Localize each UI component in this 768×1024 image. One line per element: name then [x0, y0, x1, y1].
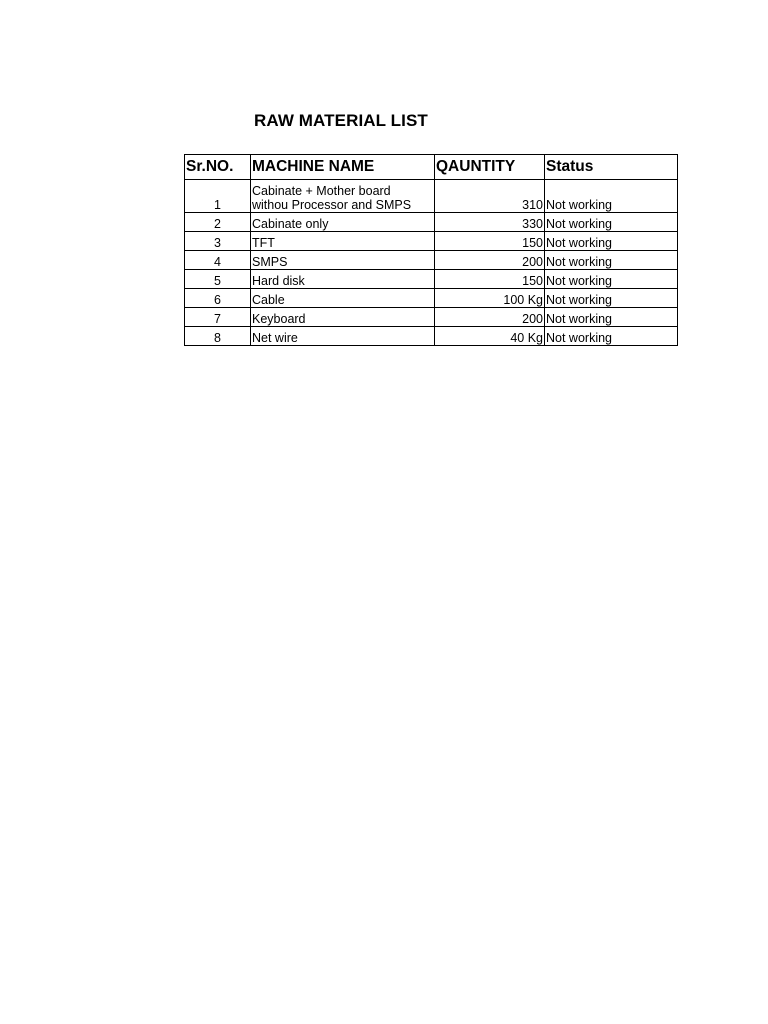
sr-no-cell: 5 — [185, 270, 251, 289]
status-cell: Not working — [545, 180, 678, 213]
sr-no-cell: 1 — [185, 180, 251, 213]
header-status: Status — [545, 155, 678, 180]
sr-no-cell: 7 — [185, 308, 251, 327]
page-title: RAW MATERIAL LIST — [254, 111, 428, 130]
status-cell: Not working — [545, 213, 678, 232]
machine-name-cell: Cabinate only — [251, 213, 435, 232]
status-cell: Not working — [545, 251, 678, 270]
sr-no-cell: 2 — [185, 213, 251, 232]
machine-name-cell — [251, 180, 435, 213]
quantity-cell: 100 Kg — [435, 289, 545, 308]
raw-material-table — [184, 154, 678, 346]
machine-name-cell: TFT — [251, 232, 435, 251]
quantity-cell: 330 — [435, 213, 545, 232]
sr-no-cell: 6 — [185, 289, 251, 308]
status-cell: Not working — [545, 289, 678, 308]
status-cell: Not working — [545, 308, 678, 327]
table-row — [185, 232, 678, 251]
machine-name-cell: SMPS — [251, 251, 435, 270]
status-cell: Not working — [545, 270, 678, 289]
machine-name-cell: Keyboard — [251, 308, 435, 327]
machine-name-line-1: Cabinate + Mother board — [252, 184, 391, 198]
machine-name-cell: Net wire — [251, 327, 435, 346]
machine-name-cell: Hard disk — [251, 270, 435, 289]
status-cell: Not working — [545, 232, 678, 251]
table-header-row — [185, 155, 678, 180]
header-quantity: QAUNTITY — [435, 155, 545, 180]
table-row — [185, 327, 678, 346]
table-row — [185, 289, 678, 308]
sr-no-cell: 3 — [185, 232, 251, 251]
quantity-cell: 200 — [435, 308, 545, 327]
status-cell: Not working — [545, 327, 678, 346]
quantity-cell: 40 Kg — [435, 327, 545, 346]
table-row — [185, 180, 678, 213]
machine-name-line-2: withou Processor and SMPS — [252, 198, 412, 212]
quantity-cell: 200 — [435, 251, 545, 270]
sr-no-cell: 8 — [185, 327, 251, 346]
table-row — [185, 308, 678, 327]
sr-no-cell: 4 — [185, 251, 251, 270]
quantity-cell: 310 — [435, 180, 545, 213]
header-sr-no: Sr.NO. — [185, 155, 251, 180]
header-machine-name: MACHINE NAME — [251, 155, 435, 180]
quantity-cell: 150 — [435, 270, 545, 289]
table-row — [185, 213, 678, 232]
table-row — [185, 270, 678, 289]
table-row — [185, 251, 678, 270]
quantity-cell: 150 — [435, 232, 545, 251]
machine-name-cell: Cable — [251, 289, 435, 308]
